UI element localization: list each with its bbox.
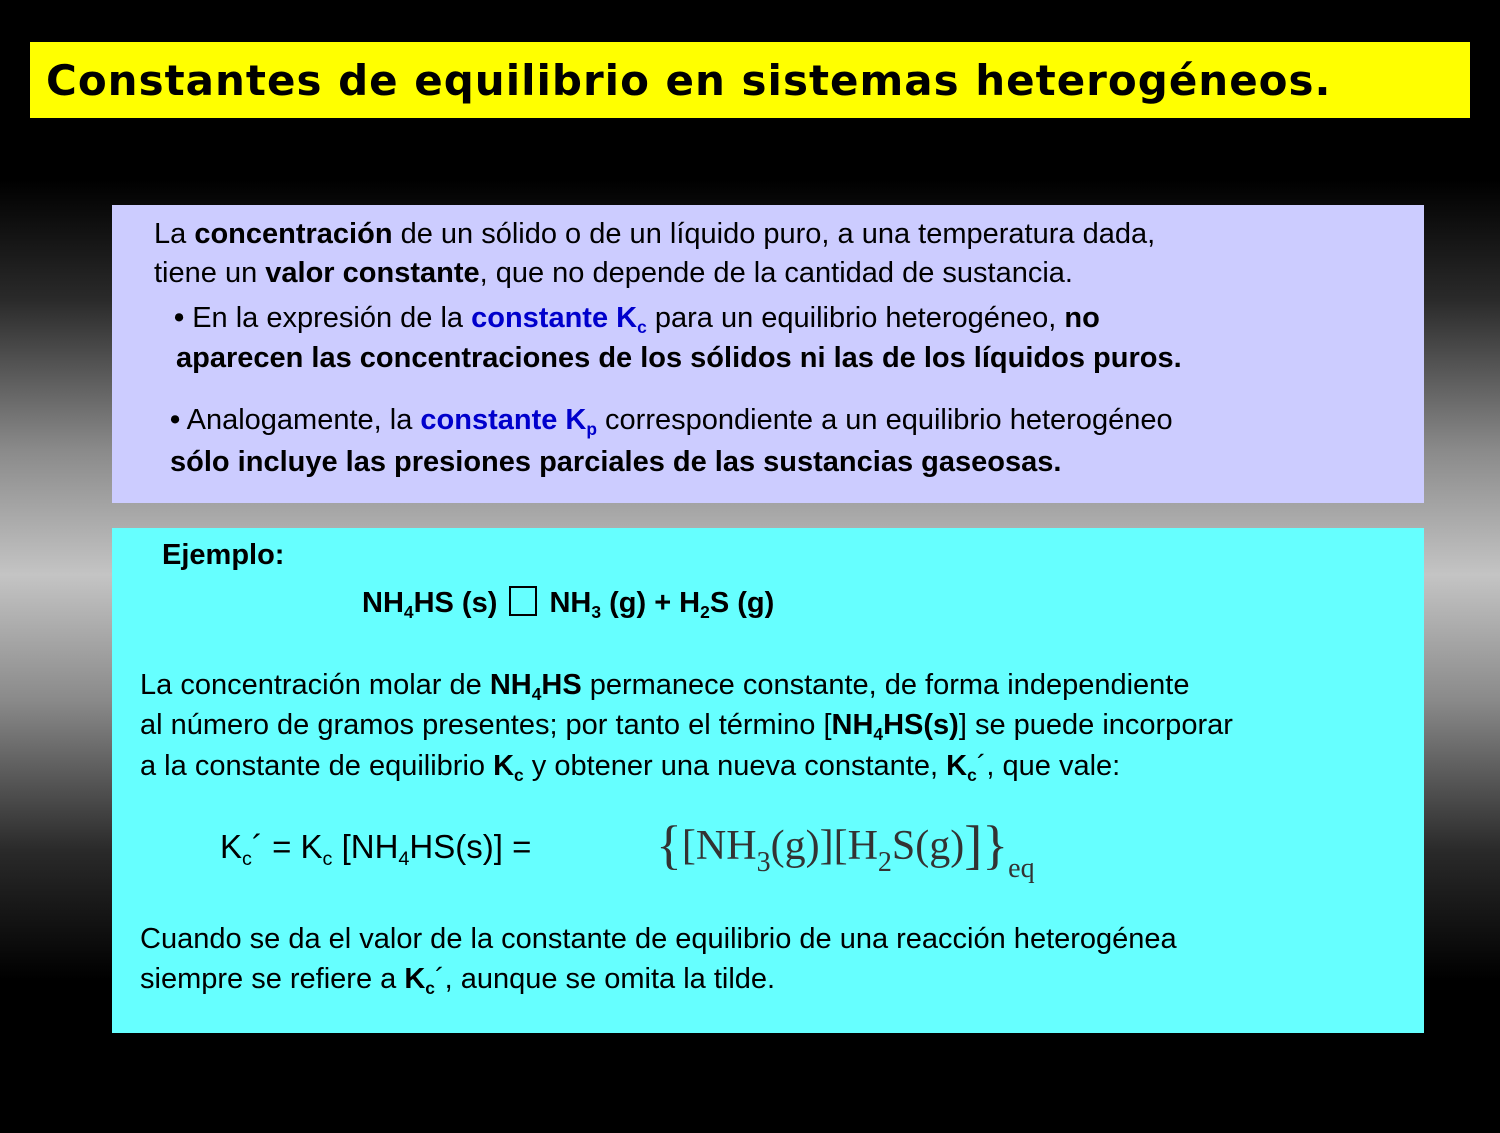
kp-term: constante $K_p$	[420, 404, 597, 440]
kc-term: constante $K_c$	[471, 302, 647, 338]
bullet-kc-line-1: • En la expresión de la constante $K_c$ para un equilibrio heterogéneo, no	[174, 302, 1100, 338]
intro-line-1: La concentración de un sólido o de un líquido puro, a una temperatura dada,	[154, 218, 1156, 250]
slide-title: Constantes de equilibrio en sistemas heterogéneos.	[46, 55, 1332, 105]
bullet-icon: •	[170, 404, 181, 436]
intro-panel	[112, 205, 1424, 503]
equilibrium-concentrations-expression: $\{[NH_3(g)][H_2S(g)]\}_{eq}$	[656, 815, 1035, 884]
explanation-line-2: al número de gramos presentes; por tanto el término $[NH_4HS(s)]$ se puede incorporar	[140, 709, 1233, 745]
example-panel	[112, 528, 1424, 1033]
explanation-line-3: a la constante de equilibrio $K_c$ y obtener una nueva constante, $K_c´$, que vale:	[140, 750, 1121, 786]
conclusion-line-1: Cuando se da el valor de la constante de equilibrio de una reacción heterogénea	[140, 923, 1177, 955]
bullet-kp-line-2: sólo incluye las presiones parciales de las sustancias gaseosas.	[170, 446, 1062, 478]
kc-prime-formula: $K_c´ = K_c$ $[NH_4HS(s)]$ =	[220, 828, 532, 870]
intro-line-2: tiene un valor constante, que no depende de la cantidad de sustancia.	[154, 257, 1073, 289]
equilibrium-arrow-icon	[509, 586, 537, 616]
reaction-equation: $NH_4HS$ (s) $NH_3$ $(g) + H_2S$ (g)	[362, 587, 775, 623]
bullet-kc-line-2: aparecen las concentraciones de los sólidos ni las de los líquidos puros.	[176, 342, 1182, 374]
bullet-icon: •	[174, 302, 185, 334]
explanation-line-1: La concentración molar de $NH_4HS$ permanece constante, de forma independiente	[140, 669, 1190, 705]
title-banner	[30, 42, 1470, 118]
conclusion-line-2: siempre se refiere a $K_c´$, aunque se omita la tilde.	[140, 963, 776, 999]
example-label: Ejemplo:	[162, 539, 285, 571]
bullet-kp-line-1: • Analogamente, la constante $K_p$ correspondiente a un equilibrio heterogéneo	[170, 404, 1173, 440]
